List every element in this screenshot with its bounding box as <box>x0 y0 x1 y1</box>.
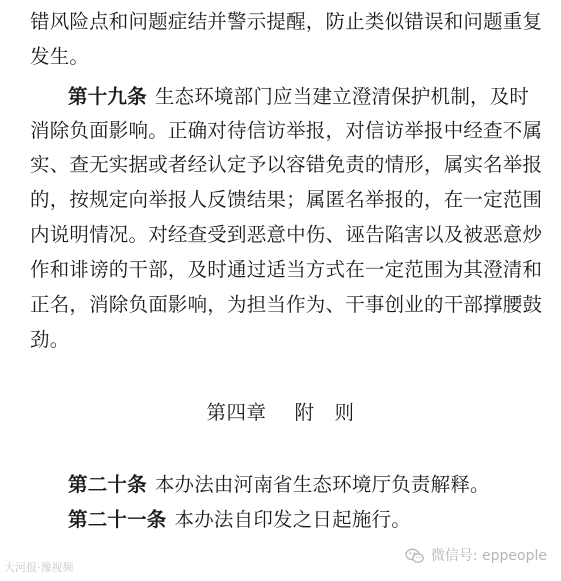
chapter-number: 第四章 <box>206 401 267 424</box>
chapter-heading <box>0 400 561 426</box>
article-text: 本办法由河南省生态环境厅负责解释。 <box>154 473 490 496</box>
article-line: 正名，消除负面影响，为担当作为、干事创业的干部撑腰鼓 <box>30 293 543 316</box>
paragraph-line: 发生。 <box>30 45 90 68</box>
article-line: 作和诽谤的干部，及时通过适当方式在一定范围为其澄清和 <box>30 258 543 281</box>
article-line: 消除负面影响。正确对待信访举报，对信访举报中经查不属 <box>30 119 543 142</box>
article-text: 生态环境部门应当建立澄清保护机制，及时 <box>154 85 530 108</box>
wechat-icon <box>405 548 425 564</box>
article-line: 实、查无实据或者经认定予以容错免责的情形，属实名举报 <box>30 153 543 176</box>
article-20 <box>68 472 490 498</box>
article-heading: 第二十一条 <box>68 508 167 531</box>
article-21 <box>68 507 411 533</box>
paragraph-line: 错风险点和问题症结并警示提醒，防止类似错误和问题重复 <box>30 10 543 33</box>
wechat-id: 微信号: eppeople <box>430 548 547 564</box>
article-line: 劲。 <box>30 328 70 351</box>
article-line: 的，按规定向举报人反馈结果；属匿名举报的，在一定范围 <box>30 188 543 211</box>
article-heading: 第十九条 <box>68 85 147 108</box>
article-19-first-line <box>68 84 529 110</box>
article-heading: 第二十条 <box>68 473 147 496</box>
watermark-right <box>405 546 547 566</box>
chapter-title: 附 则 <box>294 401 355 424</box>
watermark-left: 大河报·豫视频 <box>4 561 74 574</box>
article-text: 本办法自印发之日起施行。 <box>174 508 411 531</box>
article-line: 内说明情况。对经查受到恶意中伤、诬告陷害以及被恶意炒 <box>30 223 543 246</box>
